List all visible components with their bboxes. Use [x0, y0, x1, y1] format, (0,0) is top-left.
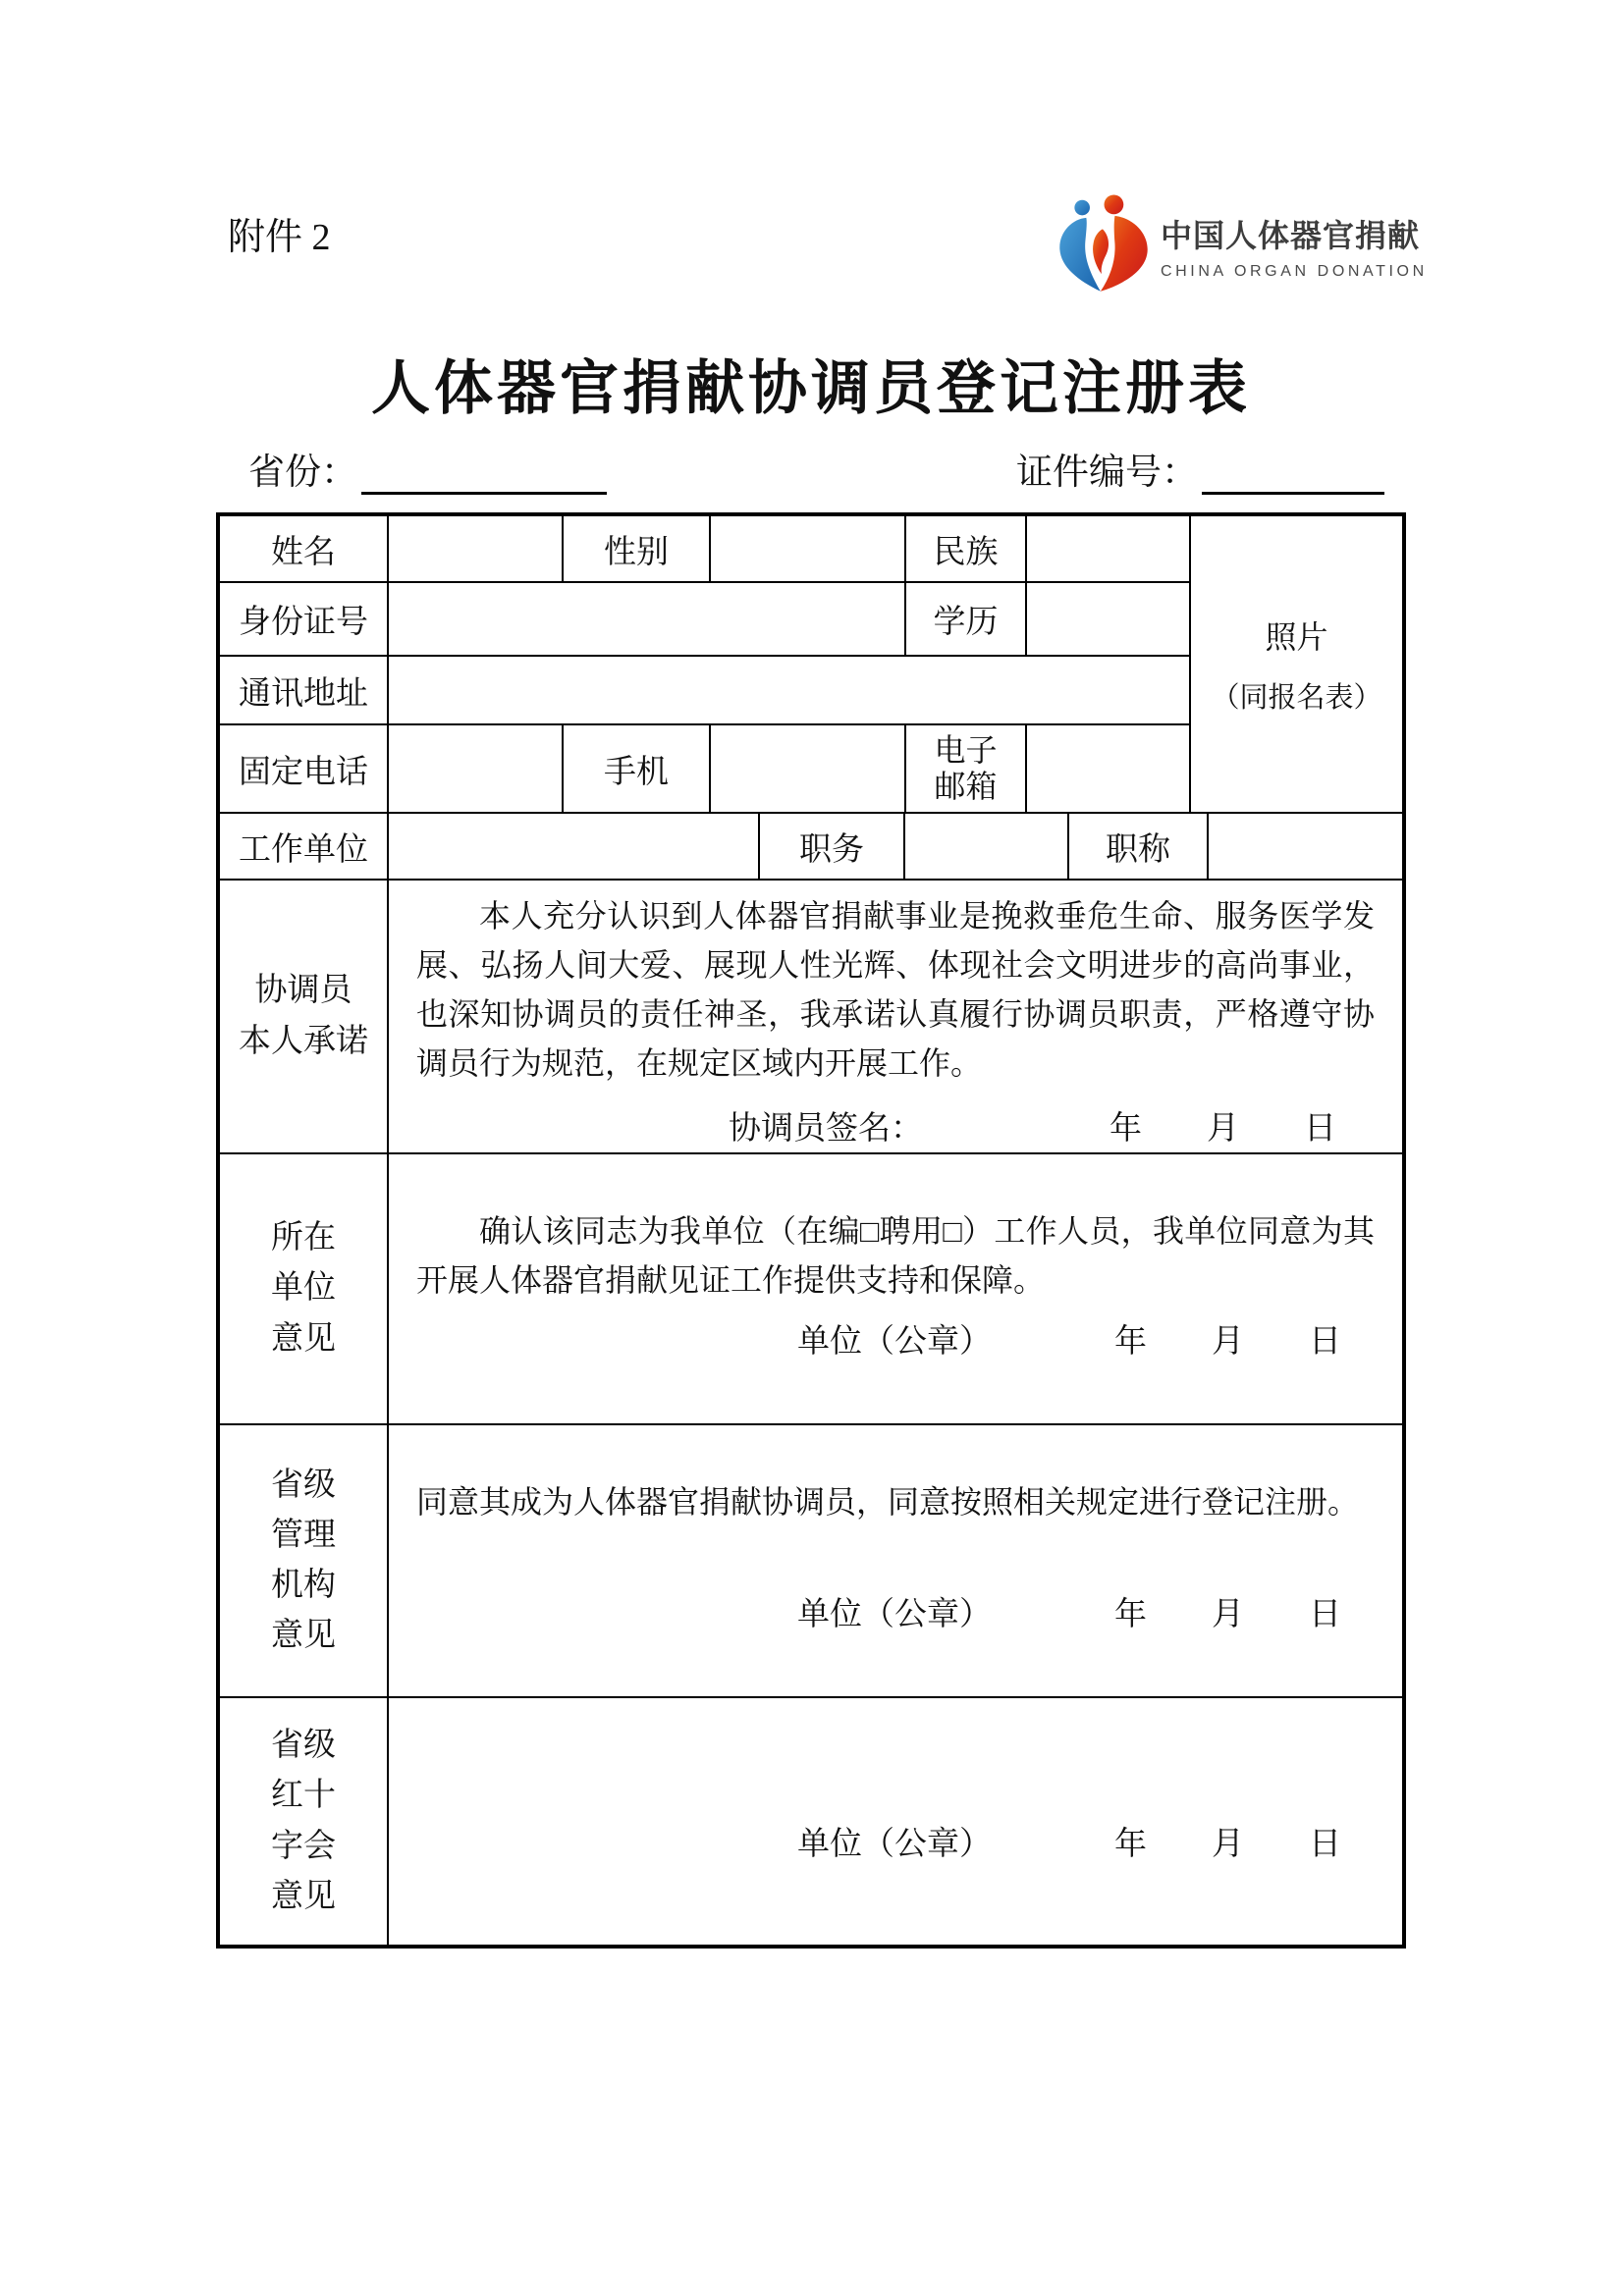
- commitment-section-content: [389, 881, 1402, 1152]
- certificate-number-blank-line: [1202, 453, 1384, 495]
- logo-name-cn: 中国人体器官捐献: [1161, 217, 1421, 253]
- provincial-redcross-stamp-line: [416, 1818, 1375, 1864]
- commitment-section: [220, 881, 1402, 1154]
- certificate-number-label: 证件编号：: [1016, 453, 1198, 493]
- unit-stamp-label: 单位（公章）: [797, 1827, 992, 1862]
- logo-wordmark: [1161, 211, 1428, 281]
- landline-label-cell: 固定电话: [220, 725, 389, 812]
- employer-value-cell: [389, 814, 760, 879]
- provincial-admin-opinion-body: 同意其成为人体器官捐献协调员，同意按照相关规定进行登记注册。: [416, 1484, 1360, 1520]
- commitment-section-label: 协调员 本人承诺: [220, 881, 389, 1152]
- provincial-admin-stamp-line: [416, 1588, 1375, 1634]
- education-label-cell: 学历: [906, 583, 1027, 655]
- provincial-admin-opinion-section: [220, 1425, 1402, 1698]
- unit-date-blank: 年 月 日: [1114, 1596, 1341, 1632]
- employer-opinion-label: 所在 单位 意见: [220, 1154, 389, 1423]
- photo-note: （同报名表）: [1211, 682, 1382, 714]
- personal-info-section: [220, 516, 1402, 814]
- id-number-value-cell: [389, 583, 906, 655]
- commitment-date-blank: 年 月 日: [1110, 1110, 1336, 1147]
- gender-value-cell: [711, 516, 906, 581]
- commitment-signature-line: [416, 1102, 1375, 1148]
- province-label: 省份：: [248, 453, 357, 493]
- certificate-number-field: [1016, 442, 1384, 495]
- photo-label: 照片: [1265, 619, 1328, 655]
- unit-date-blank: 年 月 日: [1114, 1323, 1341, 1360]
- provincial-admin-opinion-content: [389, 1425, 1402, 1696]
- ethnicity-value-cell: [1027, 516, 1189, 581]
- landline-value-cell: [389, 725, 564, 812]
- employer-opinion-section: [220, 1154, 1402, 1425]
- provincial-admin-opinion-label: 省级 管理 机构 意见: [220, 1425, 389, 1696]
- address-label-cell: 通讯地址: [220, 657, 389, 723]
- provincial-redcross-opinion-label: 省级 红十 字会 意见: [220, 1698, 389, 1945]
- position-value-cell: [905, 814, 1069, 879]
- mobile-label-cell: 手机: [564, 725, 711, 812]
- provincial-redcross-opinion-section: [220, 1698, 1402, 1945]
- organ-donation-heart-icon: [1053, 192, 1155, 298]
- attachment-label: 附件 2: [228, 217, 331, 258]
- unit-stamp-label: 单位（公章）: [797, 1323, 992, 1360]
- photo-cell: [1189, 516, 1402, 812]
- province-blank-line: [361, 453, 607, 495]
- table-row: [220, 725, 1189, 812]
- gender-label-cell: 性别: [564, 516, 711, 581]
- page-title: 人体器官捐献协调员登记注册表: [371, 356, 1251, 421]
- mobile-value-cell: [711, 725, 906, 812]
- email-value-cell: [1027, 725, 1189, 812]
- province-field: [248, 442, 607, 495]
- china-organ-donation-logo: [1053, 192, 1428, 298]
- education-value-cell: [1027, 583, 1189, 655]
- commitment-body: 本人充分认识到人体器官捐献事业是挽救垂危生命、服务医学发展、弘扬人间大爱、展现人性光辉、体现社会文明进步的高尚事业，也深知协调员的责任神圣，我承诺认真履行协调员职责，严格遵守协调员行为规范，在规定区域内开展工作。: [416, 898, 1375, 1081]
- employer-label-cell: 工作单位: [220, 814, 389, 879]
- unit-date-blank: 年 月 日: [1114, 1827, 1341, 1862]
- job-title-label-cell: 职称: [1069, 814, 1209, 879]
- address-value-cell: [389, 657, 1189, 723]
- employer-stamp-line: [416, 1315, 1375, 1362]
- email-label-cell: 电子 邮箱: [906, 725, 1027, 812]
- employer-opinion-content: [389, 1154, 1402, 1423]
- table-row: [220, 516, 1189, 583]
- unit-stamp-label: 单位（公章）: [797, 1596, 992, 1632]
- registration-form-table: [216, 512, 1406, 1949]
- table-row: [220, 814, 1402, 881]
- provincial-redcross-opinion-content: [389, 1698, 1402, 1945]
- employer-opinion-body: 确认该同志为我单位（在编□聘用□）工作人员，我单位同意为其开展人体器官捐献见证工作提供支持和保障。: [416, 1213, 1375, 1298]
- id-number-label-cell: 身份证号: [220, 583, 389, 655]
- ethnicity-label-cell: 民族: [906, 516, 1027, 581]
- table-row: [220, 657, 1189, 725]
- name-value-cell: [389, 516, 564, 581]
- name-label-cell: 姓名: [220, 516, 389, 581]
- table-row: [220, 583, 1189, 657]
- logo-name-en: CHINA ORGAN DONATION: [1161, 262, 1428, 280]
- job-title-value-cell: [1209, 814, 1402, 879]
- coordinator-signature-label: 协调员签名：: [729, 1110, 923, 1147]
- position-label-cell: 职务: [760, 814, 905, 879]
